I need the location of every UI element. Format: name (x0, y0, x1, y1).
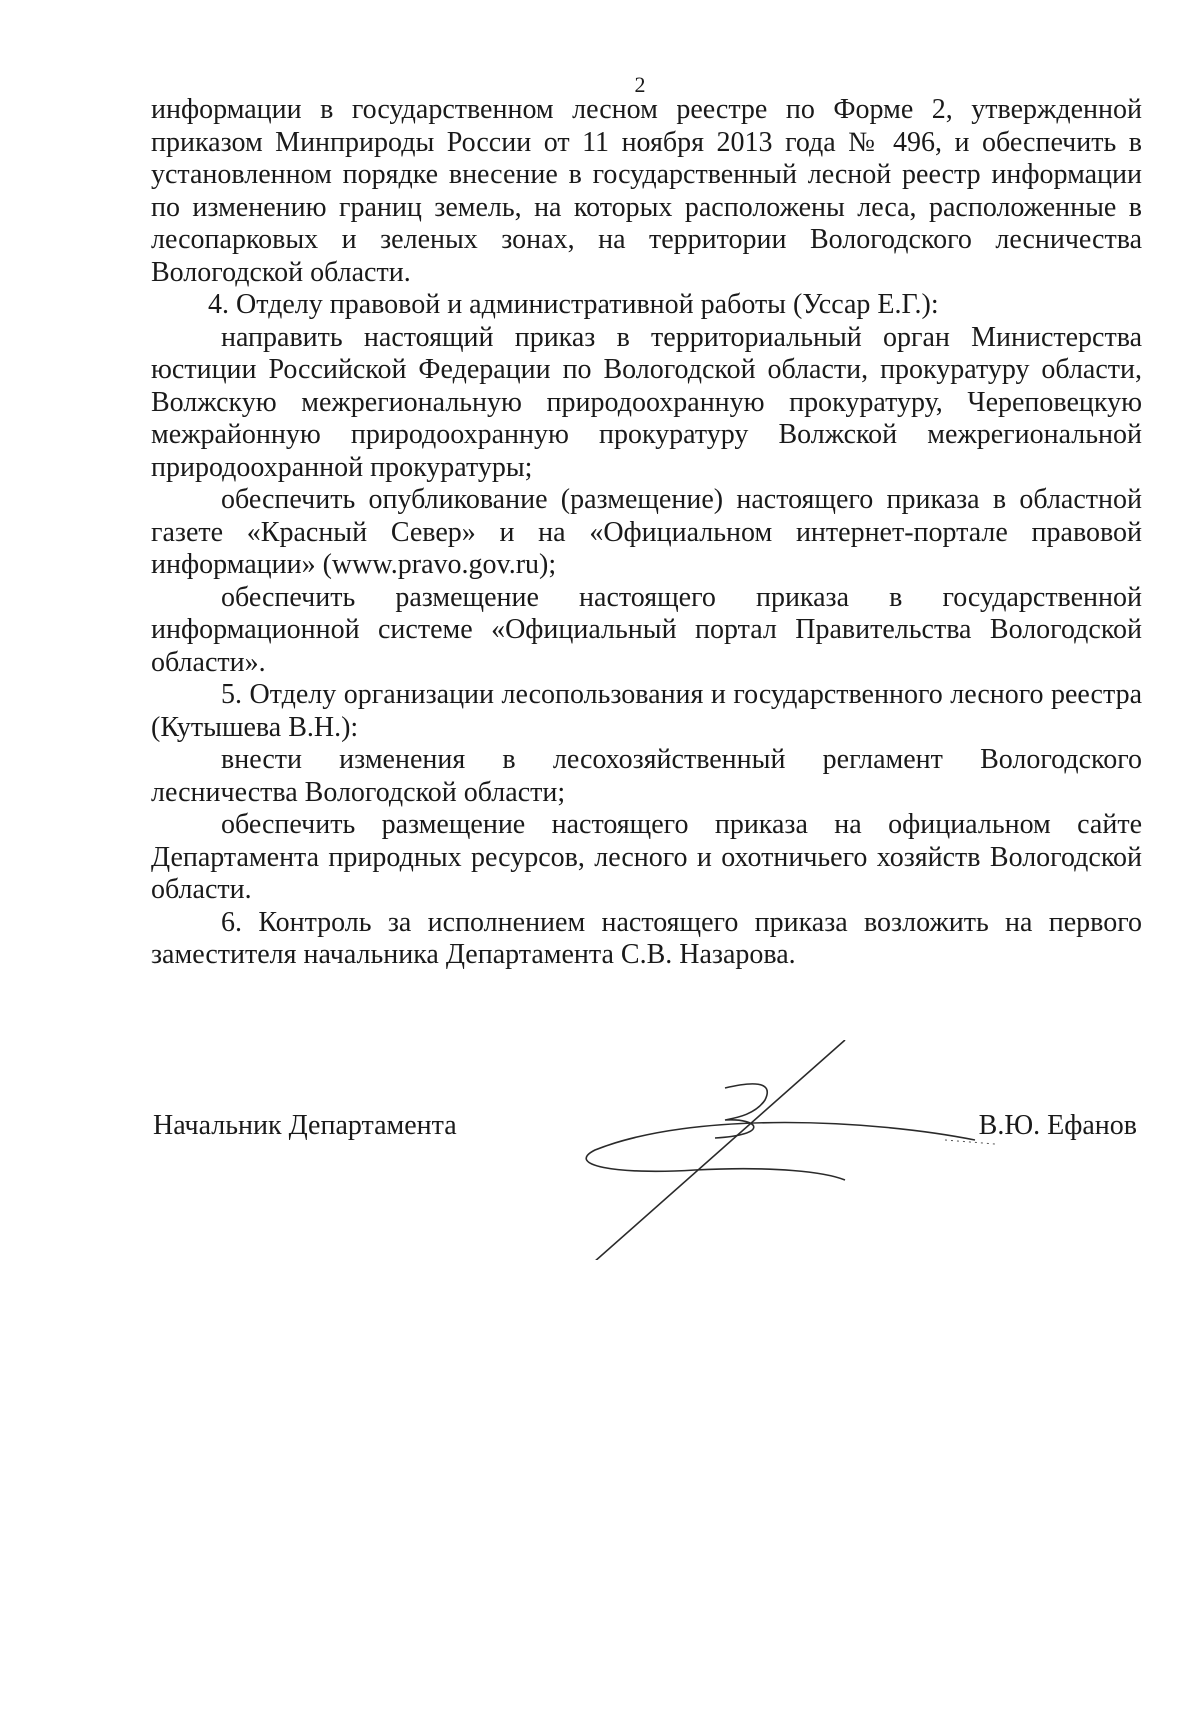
paragraph: направить настоящий приказ в территориальный орган Министерства юстиции Российской Федерации по Вологодской области, прокуратуру области, Волжскую межрегиональную природоохранную прокуратуру, Череповецкую межрайонную природоохранную прокуратуру Волжской межрегиональной природоохранной прокуратуры; (151, 321, 1142, 483)
paragraph: информации в государственном лесном реестре по Форме 2, утвержденной приказом Минприроды России от 11 ноября 2013 года № 496, и обеспечить в установленном порядке внесение в государственный лесной реестр информации по изменению границ земель, на которых расположены леса, расположенные в лесопарковых и зеленых зонах, на территории Вологодского лесничества Вологодской области. (151, 94, 1142, 288)
signatory-title: Начальник Департамента (153, 1110, 457, 1141)
signatory-name: В.Ю. Ефанов (978, 1110, 1137, 1141)
document-body (151, 94, 1142, 972)
paragraph: обеспечить размещение настоящего приказа в государственной информационной системе «Официальный портал Правительства Вологодской области». (151, 581, 1142, 678)
paragraph: внести изменения в лесохозяйственный регламент Вологодского лесничества Вологодской области; (151, 744, 1142, 808)
paragraph: 4. Отделу правовой и административной работы (Уссар Е.Г.): (208, 289, 939, 320)
paragraph: 6. Контроль за исполнением настоящего приказа возложить на первого заместителя начальника Департамента С.В. Назарова. (151, 906, 1142, 970)
paragraph: 5. Отделу организации лесопользования и государственного лесного реестра (Кутышева В.Н.): (151, 679, 1142, 743)
handwritten-signature (575, 1040, 1075, 1260)
paragraph: обеспечить размещение настоящего приказа на официальном сайте Департамента природных ресурсов, лесного и охотничьего хозяйств Вологодской области. (151, 809, 1142, 905)
paragraph: обеспечить опубликование (размещение) настоящего приказа в областной газете «Красный Север» и на «Официальном интернет-портале правовой информации» (www.pravo.gov.ru); (151, 484, 1142, 580)
page-number: 2 (634, 72, 646, 97)
